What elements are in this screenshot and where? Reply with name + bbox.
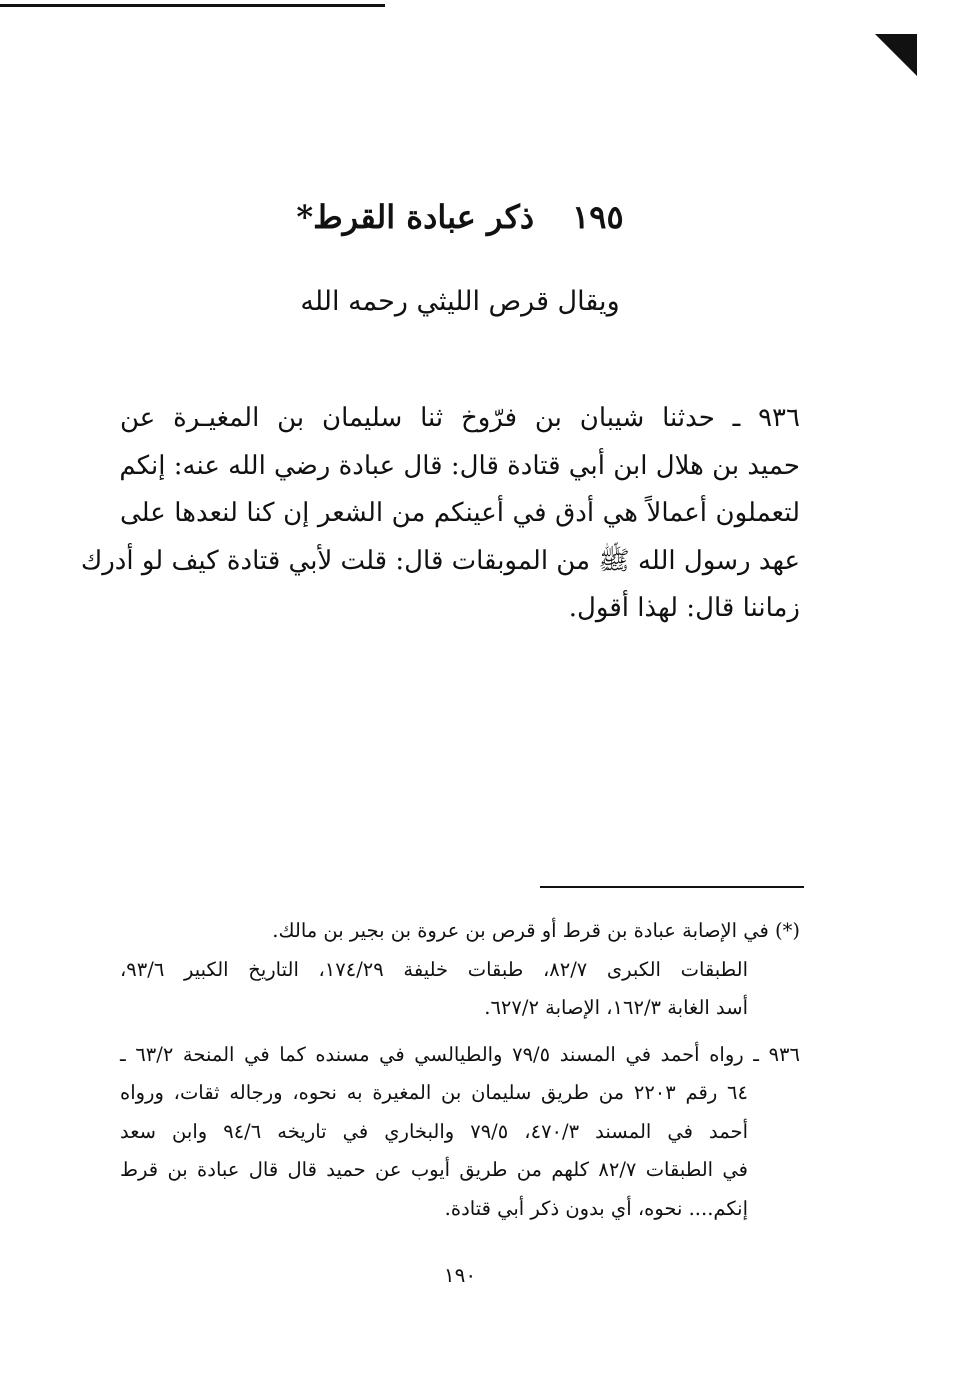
hadith-line-1: ٩٣٦ ـ حدثنا شيبان بن فرّوخ ثنا سليمان بن المغيـرة عن: [120, 403, 800, 433]
chapter-number: ١٩٥: [572, 198, 624, 236]
footnote-star-line-2: الطبقات الكبرى ٨٢/٧، طبقات خليفة ١٧٤/٢٩، التاريخ الكبير ٩٣/٦،: [120, 957, 748, 981]
hadith-line-2: حميد بن هلال ابن أبي قتادة قال: قال عبادة رضي الله عنه: إنكم: [119, 450, 800, 481]
footnote-hadith-line-4: في الطبقات ٨٢/٧ كلهم من طريق أيوب عن حميد قال قال عبادة بن قرط: [120, 1158, 749, 1181]
footnote-hadith-line-3: أحمد في المسند ٤٧٠/٣، ٧٩/٥ والبخاري في تاريخه ٩٤/٦ وابن سعد: [120, 1119, 748, 1143]
hadith-line-5: زماننا قال: لهذا أقول.: [568, 593, 800, 623]
corner-triangle-mark: [875, 34, 917, 76]
footnote-hadith-line-2: ٦٤ رقم ٢٢٠٣ من طريق سليمان بن المغيرة به نحوه، ورجاله ثقات، ورواه: [120, 1081, 748, 1104]
footnotes: [120, 912, 800, 1228]
footnote-star-line-3: أسد الغابة ١٦٢/٣، الإصابة ٦٢٧/٢.: [484, 996, 748, 1019]
footnote-hadith-line-5: إنكم.... نحوه، أي بدون ذكر أبي قتادة.: [444, 1196, 748, 1220]
footnote-hadith-line-1: ٩٣٦ ـ رواه أحمد في المسند ٧٩/٥ والطيالسي في مسنده كما في المنحة ٦٣/٢ ـ: [120, 1042, 800, 1066]
chapter-subtitle: ويقال قرص الليثي رحمه الله: [300, 286, 620, 317]
footnote-star: [120, 912, 800, 1028]
chapter-heading: [120, 192, 800, 242]
footnote-separator: [540, 886, 804, 888]
hadith-text: [80, 395, 800, 633]
chapter-title: ذكر عبادة القرط*: [296, 198, 535, 236]
book-page: [80, 0, 800, 1397]
footnote-star-line-1: (*) في الإصابة عبادة بن قرط أو قرص بن عروة بن بجير بن مالك.: [272, 919, 800, 942]
hadith-line-4: عهد رسول الله ﷺ من الموبقات قال: قلت لأبي قتادة كيف لو أدرك: [80, 545, 800, 576]
footnote-hadith-936: [120, 1036, 800, 1229]
hadith-line-3: لتعملون أعمالاً هي أدق في أعينكم من الشعر إن كنا لنعدها على: [120, 498, 800, 528]
page-number: ١٩٠: [443, 1263, 477, 1287]
